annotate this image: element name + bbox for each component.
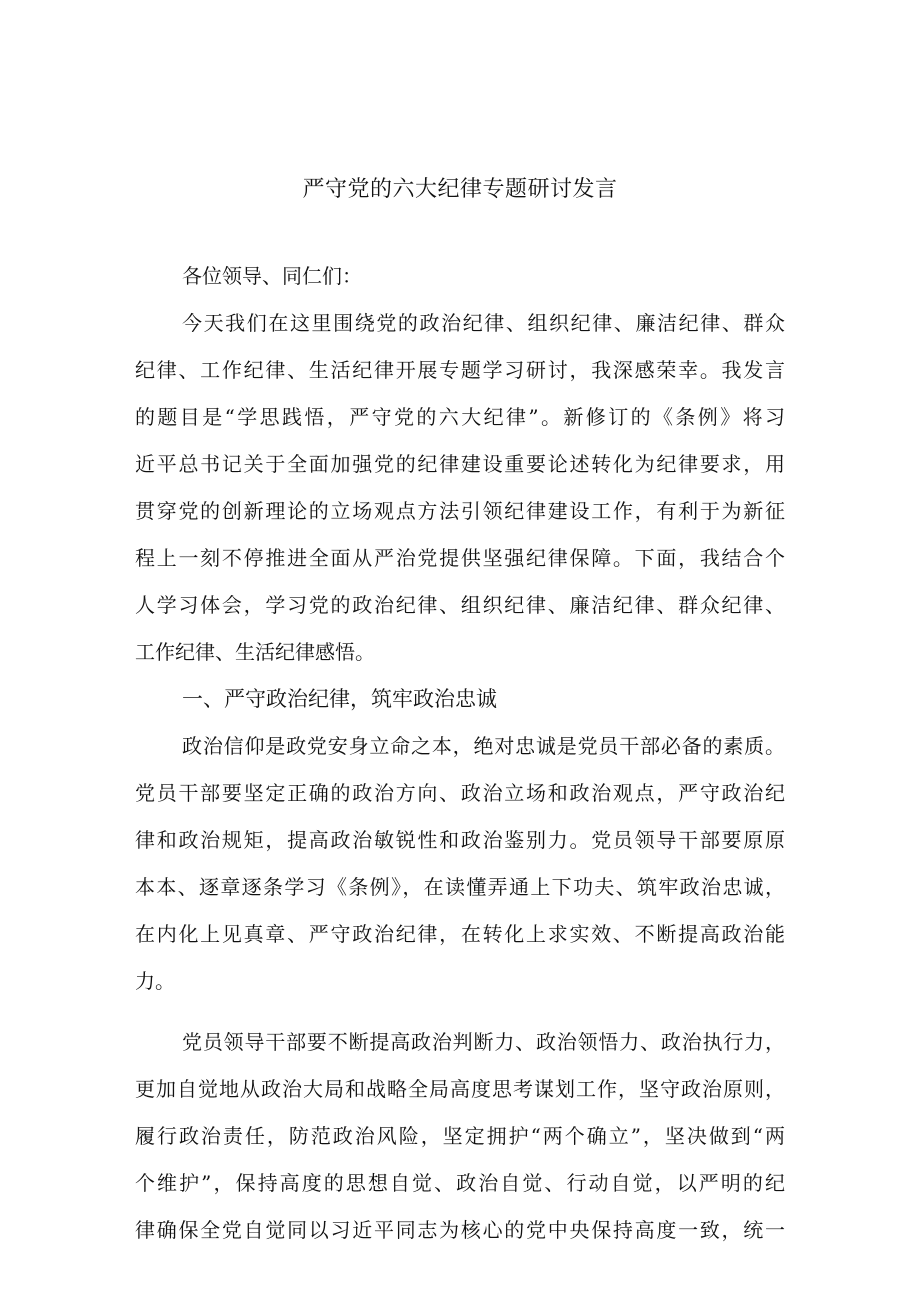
salutation: 各位领导、同仁们： — [182, 264, 362, 288]
para-line: 力。 — [135, 969, 175, 993]
para-line: 政治信仰是政党安身立命之本，绝对忠诚是党员干部必备的素质。 — [182, 734, 785, 758]
para-line: 律确保全党自觉同以习近平同志为核心的党中央保持高度一致，统一 — [135, 1218, 785, 1242]
intro-line: 今天我们在这里围绕党的政治纪律、组织纪律、廉洁纪律、群众 — [182, 311, 785, 335]
paragraph-spacer — [135, 1005, 785, 1019]
para-line: 更加自觉地从政治大局和战略全局高度思考谋划工作，坚守政治原则， — [135, 1077, 785, 1101]
para-line: 在内化上见真章、严守政治纪律，在转化上求实效、不断提高政治能 — [135, 922, 785, 946]
para-line: 党员领导干部要不断提高政治判断力、政治领悟力、政治执行力， — [182, 1030, 785, 1054]
intro-line: 近平总书记关于全面加强党的纪律建设重要论述转化为纪律要求，用 — [135, 452, 785, 476]
para-line: 律和政治规矩，提高政治敏锐性和政治鉴别力。党员领导干部要原原 — [135, 828, 785, 852]
para-line: 党员干部要坚定正确的政治方向、政治立场和政治观点，严守政治纪 — [135, 781, 785, 805]
intro-line: 工作纪律、生活纪律感悟。 — [135, 640, 375, 664]
intro-paragraph — [135, 300, 785, 676]
para-line: 个维护”，保持高度的思想自觉、政治自觉、行动自觉，以严明的纪 — [135, 1171, 785, 1195]
document-title: 严守党的六大纪律专题研讨发言 — [302, 177, 618, 202]
section1-paragraph-1 — [135, 723, 785, 1005]
intro-line: 的题目是“学思践悟，严守党的六大纪律”。新修订的《条例》将习 — [135, 405, 785, 429]
section1-paragraph-2 — [135, 1019, 785, 1254]
para-line: 履行政治责任，防范政治风险，坚定拥护“两个确立”，坚决做到“两 — [135, 1124, 785, 1148]
intro-line: 贯穿党的创新理论的立场观点方法引领纪律建设工作，有利于为新征 — [135, 499, 785, 523]
para-line: 本本、逐章逐条学习《条例》，在读懂弄通上下功夫、筑牢政治忠诚， — [135, 875, 785, 899]
section-heading: 一、严守政治纪律，筑牢政治忠诚 — [182, 687, 497, 711]
intro-line: 程上一刻不停推进全面从严治党提供坚强纪律保障。下面，我结合个 — [135, 546, 785, 570]
intro-line: 纪律、工作纪律、生活纪律开展专题学习研讨，我深感荣幸。我发言 — [135, 358, 785, 382]
intro-line: 人学习体会，学习党的政治纪律、组织纪律、廉洁纪律、群众纪律、 — [135, 593, 785, 617]
document-body — [135, 253, 785, 1254]
